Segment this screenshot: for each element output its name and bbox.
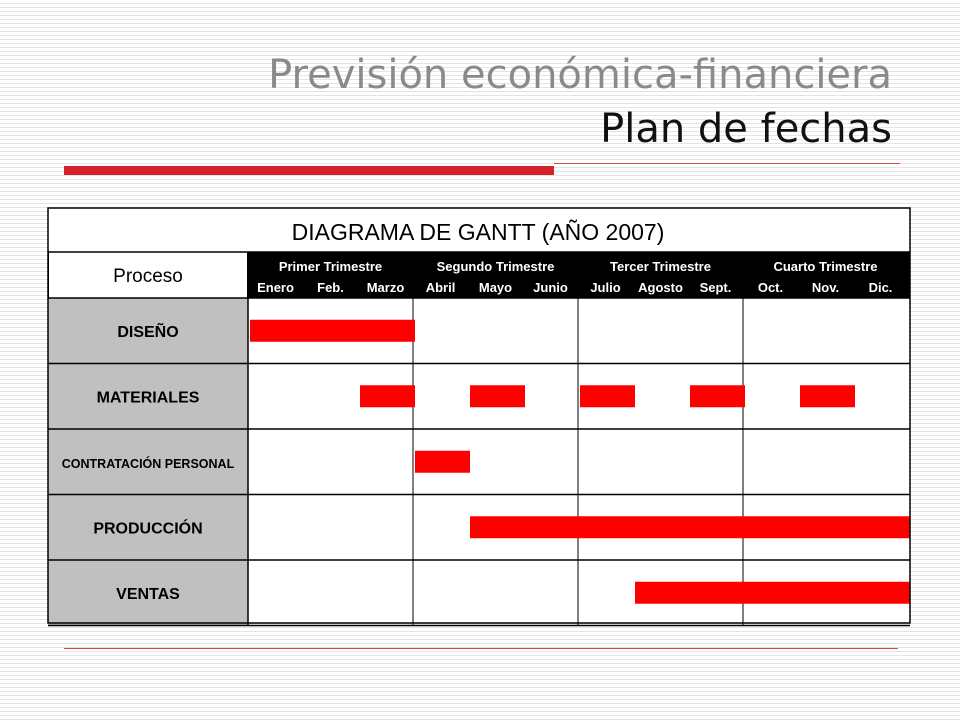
month-label: Julio [590,280,621,295]
quarter-label: Tercer Trimestre [610,259,711,274]
gantt-bar-contratacion-personal [415,451,470,473]
month-label: Junio [533,280,568,295]
gantt-bar-materiales [690,385,745,407]
month-label: Nov. [811,280,840,295]
month-label: Feb. [317,280,344,295]
process-header: Proceso [113,266,183,287]
task-label-diseno: DISEÑO [117,323,179,341]
slide-subtitle: Plan de fechas [600,106,892,152]
month-label: Enero [257,280,294,295]
task-label-ventas: VENTAS [116,585,180,603]
month-label: Marzo [366,280,405,295]
quarter-label: Cuarto Trimestre [773,259,878,274]
month-label: Abril [425,280,456,295]
task-label-produccion: PRODUCCIÓN [93,520,203,538]
slide-title: Previsión económica-financiera [268,52,892,98]
gantt-bar-diseno [250,320,415,342]
month-label: Sept. [699,280,732,295]
month-label: Dic. [868,280,893,295]
gantt-bar-ventas [635,582,910,604]
quarter-label: Primer Trimestre [278,259,383,274]
task-label-materiales: MATERIALES [96,389,200,407]
month-label: Mayo [478,280,513,295]
month-label: Agosto [638,280,683,295]
gantt-bar-materiales [470,385,525,407]
gantt-bar-materiales [360,385,415,407]
month-label: Oct. [757,280,784,295]
quarter-label: Segundo Trimestre [436,259,555,274]
gantt-bar-materiales [800,385,855,407]
gantt-bar-materiales [580,385,635,407]
gantt-title: DIAGRAMA DE GANTT (AÑO 2007) [291,219,665,245]
task-label-contratacion-personal: CONTRATACIÓN PERSONAL [61,456,235,471]
gantt-bar-produccion [470,516,910,538]
